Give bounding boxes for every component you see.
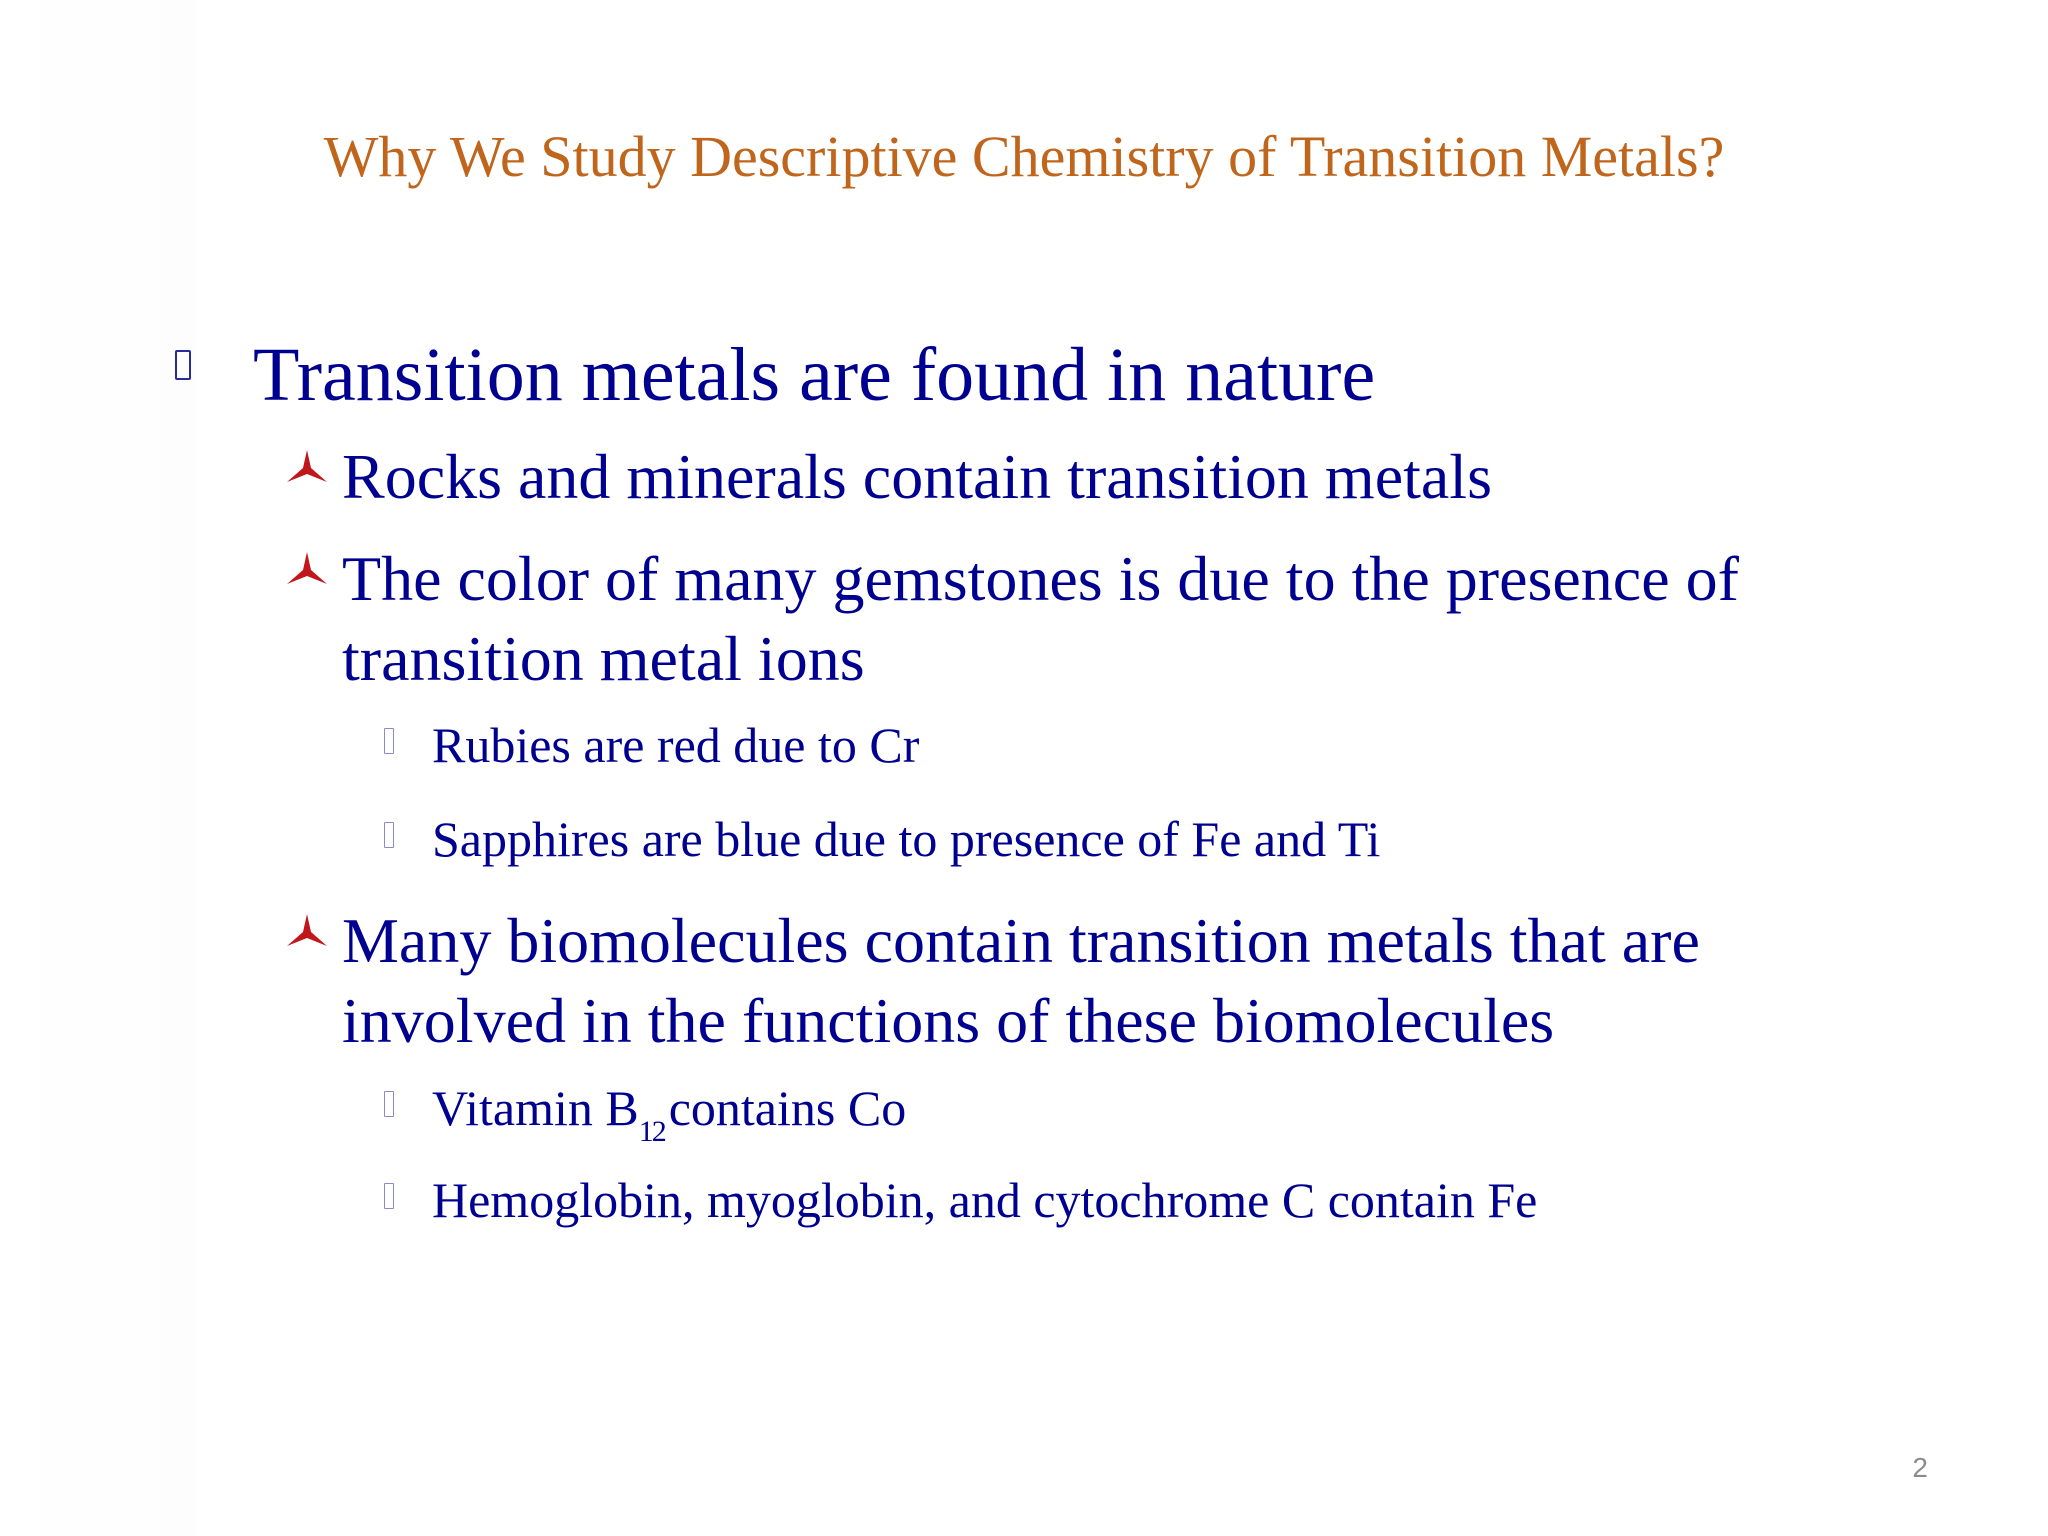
square-bullet-icon (384, 728, 394, 754)
page-number: 2 (1912, 1452, 1928, 1483)
bullet-level2-text: The color of many gemstones is due to the presence of (342, 543, 1739, 614)
slide-margin-shade (0, 0, 196, 1536)
square-bullet-icon (384, 1091, 394, 1117)
tri-blade-bullet-icon (285, 448, 329, 488)
vitamin-prefix: Vitamin B (432, 1080, 639, 1136)
square-bullet-icon (384, 822, 394, 848)
tri-blade-bullet-icon (285, 550, 329, 590)
bullet-level2-text-continued: transition metal ions (342, 623, 865, 694)
bullet-level2-text: Many biomolecules contain transition metals that are (342, 905, 1700, 976)
bullet-level3-text: Rubies are red due to Cr (432, 717, 920, 773)
bullet-level2-text-continued: involved in the functions of these biomolecules (342, 985, 1555, 1056)
square-bullet-icon (384, 1183, 394, 1209)
slide-title: Why We Study Descriptive Chemistry of Transition Metals? (323, 124, 1725, 189)
bullet-level1-text: Transition metals are found in nature (253, 333, 1376, 417)
bullet-level3-text (432, 1077, 906, 1163)
bullet-level3-text: Sapphires are blue due to presence of Fe and Ti (432, 811, 1381, 867)
tri-blade-bullet-icon (285, 912, 329, 952)
bullet-level3-text: Hemoglobin, myoglobin, and cytochrome C contain Fe (432, 1172, 1538, 1228)
bullet-level2-text: Rocks and minerals contain transition metals (342, 441, 1492, 512)
vitamin-subscript: 12 (638, 1115, 665, 1148)
vitamin-suffix: contains Co (668, 1080, 907, 1136)
square-bullet-icon (175, 350, 191, 380)
